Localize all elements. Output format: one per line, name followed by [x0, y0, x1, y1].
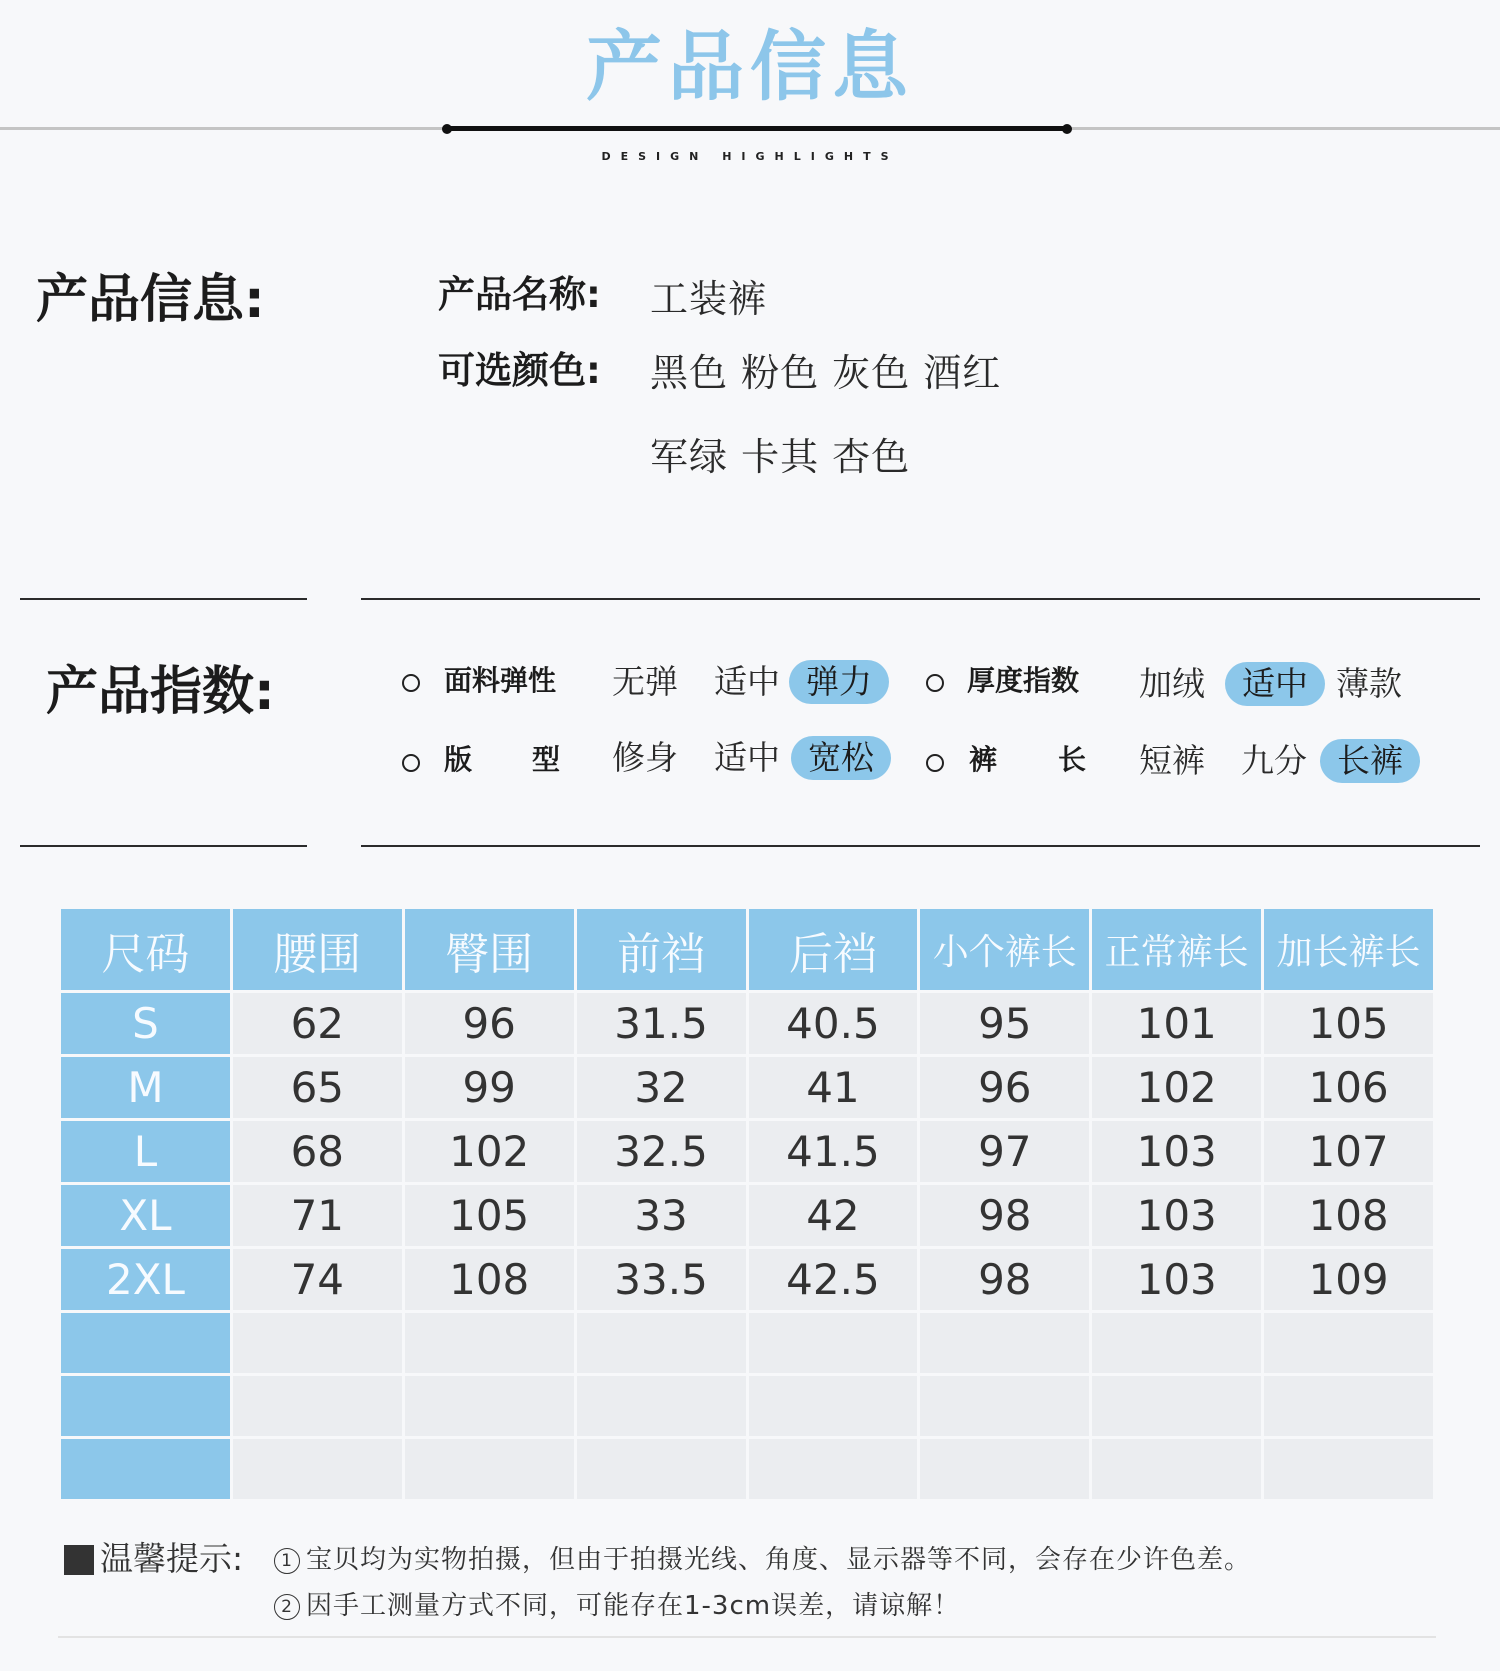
table-cell-empty: [1264, 1439, 1433, 1499]
header-accent-bar: [447, 126, 1067, 131]
footer-divider: [58, 1636, 1436, 1638]
note-item-2: [274, 1586, 960, 1626]
fit-option-loose-selected: 宽松: [791, 736, 891, 780]
table-cell-empty: [577, 1313, 746, 1373]
length-option-full-selected: 长裤: [1320, 739, 1420, 783]
table-row-empty: [61, 1376, 1433, 1436]
header-back-rise: 后裆: [749, 909, 918, 990]
elasticity-option-medium: 适中: [714, 662, 780, 701]
table-cell: 103: [1092, 1185, 1261, 1246]
table-cell-empty: [233, 1313, 402, 1373]
table-cell: 31.5: [577, 993, 746, 1054]
table-cell-empty: [749, 1439, 918, 1499]
header-waist: 腰围: [233, 909, 402, 990]
table-cell-empty: [749, 1376, 918, 1436]
bullet-circle-icon: [402, 674, 420, 692]
size-cell-empty: [61, 1439, 230, 1499]
accent-dot-left: [442, 124, 452, 134]
size-cell: M: [61, 1057, 230, 1118]
table-cell-empty: [405, 1313, 574, 1373]
product-name-value: 工装裤: [650, 277, 768, 321]
table-row: [61, 1057, 1433, 1118]
table-cell: 103: [1092, 1121, 1261, 1182]
page-title: 产品信息: [586, 22, 914, 111]
circled-number-icon: 2: [274, 1594, 300, 1620]
product-info-heading: 产品信息:: [36, 270, 265, 330]
colors-value-line2: 军绿 卡其 杏色: [650, 435, 911, 479]
note-text: 宝贝均为实物拍摄，但由于拍摄光线、角度、显示器等不同，会存在少许色差。: [306, 1545, 1252, 1575]
table-cell-empty: [1092, 1376, 1261, 1436]
table-cell-empty: [920, 1439, 1089, 1499]
table-cell: 68: [233, 1121, 402, 1182]
size-cell-empty: [61, 1376, 230, 1436]
table-row-empty: [61, 1439, 1433, 1499]
table-cell: 65: [233, 1057, 402, 1118]
length-option-cropped: 九分: [1241, 741, 1307, 780]
header-front-rise: 前裆: [577, 909, 746, 990]
table-cell-empty: [920, 1376, 1089, 1436]
table-cell-empty: [749, 1313, 918, 1373]
table-cell: 103: [1092, 1249, 1261, 1310]
table-cell: 97: [920, 1121, 1089, 1182]
size-cell-empty: [61, 1313, 230, 1373]
table-cell: 109: [1264, 1249, 1433, 1310]
table-cell: 95: [920, 993, 1089, 1054]
header-hip: 臀围: [405, 909, 574, 990]
table-cell: 99: [405, 1057, 574, 1118]
divider-bottom-left: [20, 845, 307, 847]
table-cell: 40.5: [749, 993, 918, 1054]
note-text: 因手工测量方式不同，可能存在1-3cm误差，请谅解！: [306, 1591, 961, 1621]
size-cell: S: [61, 993, 230, 1054]
table-cell: 105: [405, 1185, 574, 1246]
table-cell: 33: [577, 1185, 746, 1246]
thickness-option-medium-selected: 适中: [1225, 662, 1325, 706]
table-cell-empty: [233, 1439, 402, 1499]
length-label-part2: 长: [1058, 743, 1087, 776]
size-chart-table: [58, 906, 1436, 1502]
table-cell: 101: [1092, 993, 1261, 1054]
table-cell: 74: [233, 1249, 402, 1310]
size-cell: 2XL: [61, 1249, 230, 1310]
product-name-label: 产品名称:: [438, 273, 601, 316]
black-square-icon: [64, 1545, 94, 1575]
bullet-circle-icon: [926, 674, 944, 692]
table-cell: 105: [1264, 993, 1433, 1054]
divider-bottom-right: [361, 845, 1480, 847]
thickness-option-fleece: 加绒: [1139, 664, 1205, 703]
table-cell: 62: [233, 993, 402, 1054]
fit-option-regular: 适中: [714, 738, 780, 777]
table-cell: 71: [233, 1185, 402, 1246]
notes-title: 温馨提示:: [100, 1539, 244, 1578]
table-cell: 98: [920, 1249, 1089, 1310]
table-cell-empty: [1264, 1376, 1433, 1436]
header-size: 尺码: [61, 909, 230, 990]
table-row: [61, 1121, 1433, 1182]
colors-label: 可选颜色:: [438, 349, 601, 392]
table-row: [61, 1185, 1433, 1246]
table-cell: 96: [405, 993, 574, 1054]
table-cell: 42: [749, 1185, 918, 1246]
elasticity-option-stretch-selected: 弹力: [789, 660, 889, 704]
table-cell: 41: [749, 1057, 918, 1118]
circled-number-icon: 1: [274, 1548, 300, 1574]
table-row: [61, 993, 1433, 1054]
fit-label-part1: 版: [444, 743, 473, 776]
header-petite-length: 小个裤长: [920, 909, 1089, 990]
header-regular-length: 正常裤长: [1092, 909, 1261, 990]
table-cell: 33.5: [577, 1249, 746, 1310]
table-cell: 102: [1092, 1057, 1261, 1118]
table-row: [61, 1249, 1433, 1310]
table-cell: 108: [405, 1249, 574, 1310]
divider-top-right: [361, 598, 1480, 600]
table-cell-empty: [920, 1313, 1089, 1373]
elasticity-label: 面料弹性: [444, 664, 557, 697]
table-cell-empty: [233, 1376, 402, 1436]
divider-top-left: [20, 598, 307, 600]
table-cell-empty: [1264, 1313, 1433, 1373]
fit-option-slim: 修身: [612, 738, 678, 777]
table-cell: 32: [577, 1057, 746, 1118]
thickness-option-thin: 薄款: [1336, 664, 1402, 703]
note-item-1: [274, 1540, 1251, 1580]
size-cell: XL: [61, 1185, 230, 1246]
table-cell: 32.5: [577, 1121, 746, 1182]
length-option-shorts: 短裤: [1139, 741, 1205, 780]
bullet-circle-icon: [402, 754, 420, 772]
table-cell-empty: [1092, 1439, 1261, 1499]
table-cell: 96: [920, 1057, 1089, 1118]
table-header-row: [61, 909, 1433, 990]
accent-dot-right: [1062, 124, 1072, 134]
header-long-length: 加长裤长: [1264, 909, 1433, 990]
size-cell: L: [61, 1121, 230, 1182]
product-index-heading: 产品指数:: [46, 662, 275, 722]
table-row-empty: [61, 1313, 1433, 1373]
table-cell-empty: [577, 1439, 746, 1499]
table-cell: 108: [1264, 1185, 1433, 1246]
table-cell: 42.5: [749, 1249, 918, 1310]
table-cell: 98: [920, 1185, 1089, 1246]
length-label-part1: 裤: [969, 743, 998, 776]
table-cell-empty: [577, 1376, 746, 1436]
fit-label-part2: 型: [532, 743, 561, 776]
table-cell-empty: [1092, 1313, 1261, 1373]
page-subtitle: DESIGN HIGHLIGHTS: [601, 150, 899, 163]
table-cell-empty: [405, 1439, 574, 1499]
elasticity-option-none: 无弹: [612, 662, 678, 701]
bullet-circle-icon: [926, 754, 944, 772]
thickness-label: 厚度指数: [967, 664, 1080, 697]
table-cell: 102: [405, 1121, 574, 1182]
table-cell: 107: [1264, 1121, 1433, 1182]
table-cell: 106: [1264, 1057, 1433, 1118]
table-cell: 41.5: [749, 1121, 918, 1182]
table-cell-empty: [405, 1376, 574, 1436]
colors-value-line1: 黑色 粉色 灰色 酒红: [650, 351, 1002, 395]
